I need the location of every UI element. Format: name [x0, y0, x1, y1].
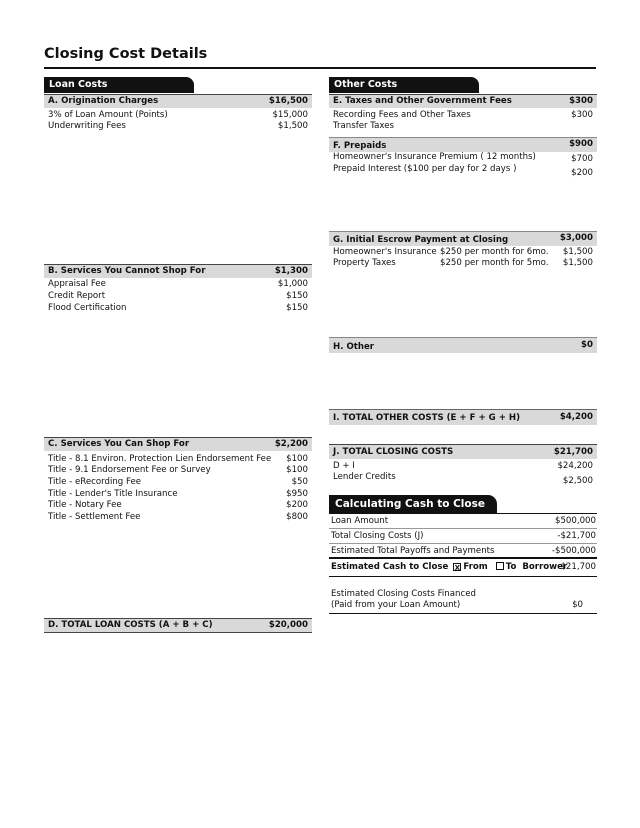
financed-label: Estimated Closing Costs Financed (Paid from your Loan Amount) — [331, 589, 476, 610]
section-g-total: $3,000 — [559, 233, 593, 243]
section-j-total: $21,700 — [553, 447, 593, 457]
section-j-header — [329, 444, 597, 459]
section-b-label: B. Services You Cannot Shop For — [48, 266, 206, 276]
section-e-label: E. Taxes and Other Government Fees — [333, 96, 512, 106]
line-item: Title - 8.1 Environ. Protection Lien Endorsement Fee $100 — [48, 454, 308, 464]
line-item: Lender Credits $2,500 — [333, 472, 593, 486]
line-item: Title - Settlement Fee $800 — [48, 512, 308, 522]
cash-row: Loan Amount $500,000 — [329, 514, 597, 529]
line-item: Homeowner's Insurance Premium ( 12 months) $700 — [333, 152, 593, 164]
line-item: Title - eRecording Fee $50 — [48, 477, 308, 487]
section-c-label: C. Services You Can Shop For — [48, 439, 190, 449]
to-checkbox — [496, 562, 504, 570]
section-d-total: $20,000 — [268, 620, 308, 630]
line-item: Flood Certification $150 — [48, 303, 308, 313]
section-e-total: $300 — [569, 96, 593, 106]
page-title: Closing Cost Details — [44, 46, 208, 62]
section-g-header — [329, 231, 597, 246]
financed-value: $0 — [572, 600, 583, 610]
section-f-header — [329, 137, 597, 152]
section-c-header — [44, 437, 312, 451]
section-h-label: H. Other — [333, 342, 375, 352]
section-f-label: F. Prepaids — [333, 141, 387, 151]
cash-to-close-tab: Calculating Cash to Close — [329, 495, 497, 514]
section-h-header — [329, 337, 597, 353]
section-f-total: $900 — [569, 139, 593, 149]
section-g-label: G. Initial Escrow Payment at Closing — [333, 235, 509, 245]
line-item: Property Taxes $250 per month for 5mo. $1,500 — [333, 258, 593, 268]
line-item: Title - Notary Fee $200 — [48, 500, 308, 510]
section-j-label: J. TOTAL CLOSING COSTS — [333, 447, 454, 457]
estimated-cash-row — [329, 559, 597, 577]
line-item: Appraisal Fee $1,000 — [48, 279, 308, 289]
section-c-total: $2,200 — [274, 439, 308, 449]
from-label: From — [463, 562, 488, 572]
section-i-label: I. TOTAL OTHER COSTS (E + F + G + H) — [333, 413, 521, 423]
line-item: Title - Lender's Title Insurance $950 — [48, 489, 308, 499]
section-i-total: $4,200 — [559, 412, 593, 422]
line-item: D + I $24,200 — [333, 461, 593, 471]
line-item: Title - 9.1 Endorsement Fee or Survey $100 — [48, 465, 308, 475]
loan-costs-tab: Loan Costs — [44, 77, 194, 93]
section-d-label: D. TOTAL LOAN COSTS (A + B + C) — [48, 620, 213, 630]
to-label: To — [505, 562, 517, 572]
section-d-header — [44, 618, 312, 633]
estimated-cash-label: Estimated Cash to Close — [331, 562, 449, 572]
from-checkbox: X — [454, 564, 461, 572]
section-i-header — [329, 409, 597, 425]
estimated-cash-value: $21,700 — [560, 562, 596, 572]
cash-row: Total Closing Costs (J) -$21,700 — [329, 529, 597, 544]
section-a-total: $16,500 — [268, 96, 308, 106]
section-h-total: $0 — [581, 340, 593, 350]
line-item: 3% of Loan Amount (Points) $15,000 — [48, 110, 308, 120]
line-item: Underwriting Fees $1,500 — [48, 121, 308, 131]
section-b-header — [44, 264, 312, 278]
line-item: Credit Report $150 — [48, 291, 308, 301]
line-item: Homeowner's Insurance $250 per month for 6mo. $1,500 — [333, 247, 593, 257]
section-a-label: A. Origination Charges — [48, 96, 159, 106]
section-b-total: $1,300 — [274, 266, 308, 276]
line-item: Prepaid Interest ($100 per day for 2 days ) $200 — [333, 164, 593, 178]
line-item: Transfer Taxes — [333, 121, 394, 131]
section-a-header — [44, 94, 312, 108]
cash-row: Estimated Total Payoffs and Payments -$500,000 — [329, 544, 597, 559]
borrower-label: Borrower — [522, 562, 568, 572]
title-divider — [44, 67, 596, 69]
financed-rule — [329, 613, 597, 614]
other-costs-tab: Other Costs — [329, 77, 479, 93]
section-e-header — [329, 94, 597, 108]
line-item: Recording Fees and Other Taxes $300 — [333, 110, 593, 120]
